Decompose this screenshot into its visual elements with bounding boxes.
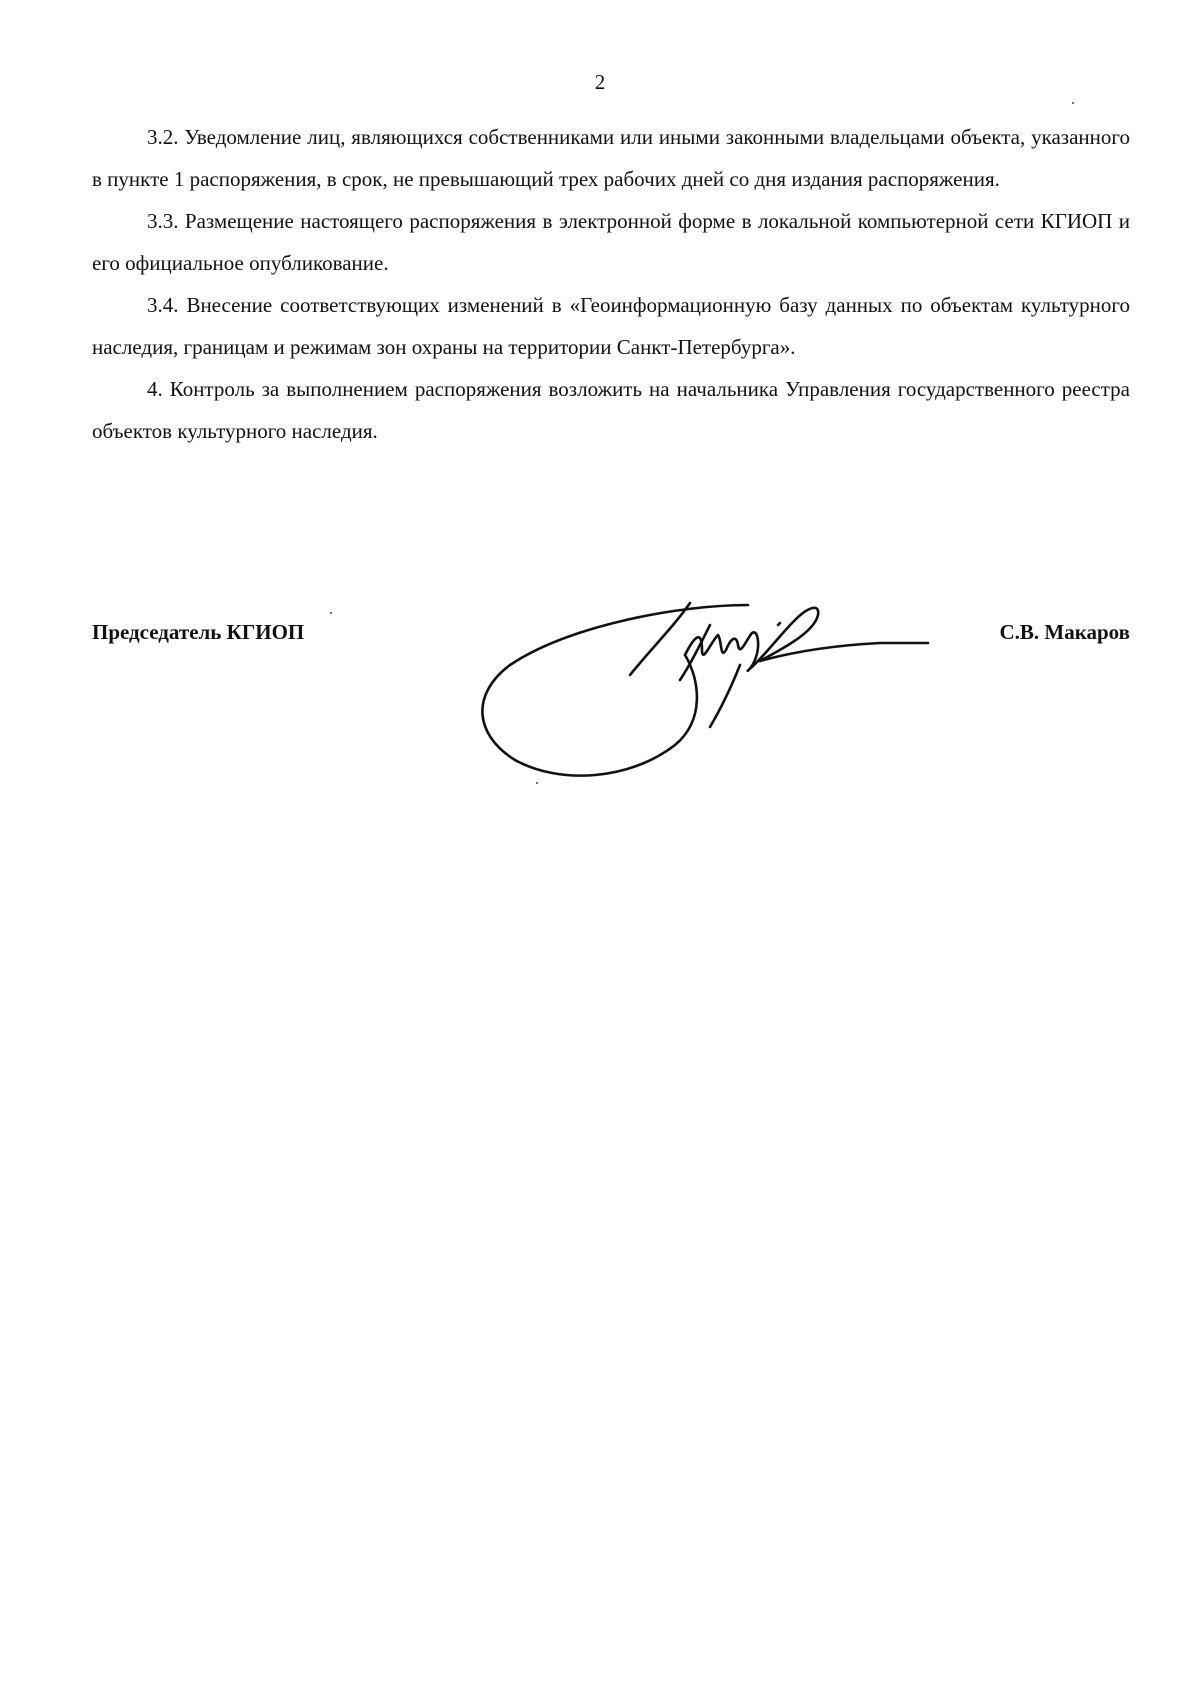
page-number: 2 xyxy=(594,70,606,94)
paragraph-3-3: 3.3. Размещение настоящего распоряжения в электронной форме в локальной компьютерной сети КГИОП и его официальное опубликование. xyxy=(92,209,1130,275)
scan-speck xyxy=(330,612,332,614)
document-body xyxy=(92,116,1130,452)
scan-speck xyxy=(1072,102,1074,104)
paragraph-3-2: 3.2. Уведомление лиц, являющихся собственниками или иными законными владельцами объекта, указанного в пункте 1 распоряжения, в срок, не превышающий трех рабочих дней со дня издания распоряжения. xyxy=(92,125,1130,191)
paragraph-3-4: 3.4. Внесение соответствующих изменений в «Геоинформационную базу данных по объектам культурного наследия, границам и режимам зон охраны на территории Санкт-Петербурга». xyxy=(92,293,1130,359)
signatory-name: С.В. Макаров xyxy=(999,620,1130,644)
signatory-role: Председатель КГИОП xyxy=(92,620,305,644)
scan-speck xyxy=(536,782,538,784)
handwritten-signature xyxy=(480,595,960,795)
paragraph-4: 4. Контроль за выполнением распоряжения возложить на начальника Управления государственного реестра объектов культурного наследия. xyxy=(92,377,1130,443)
